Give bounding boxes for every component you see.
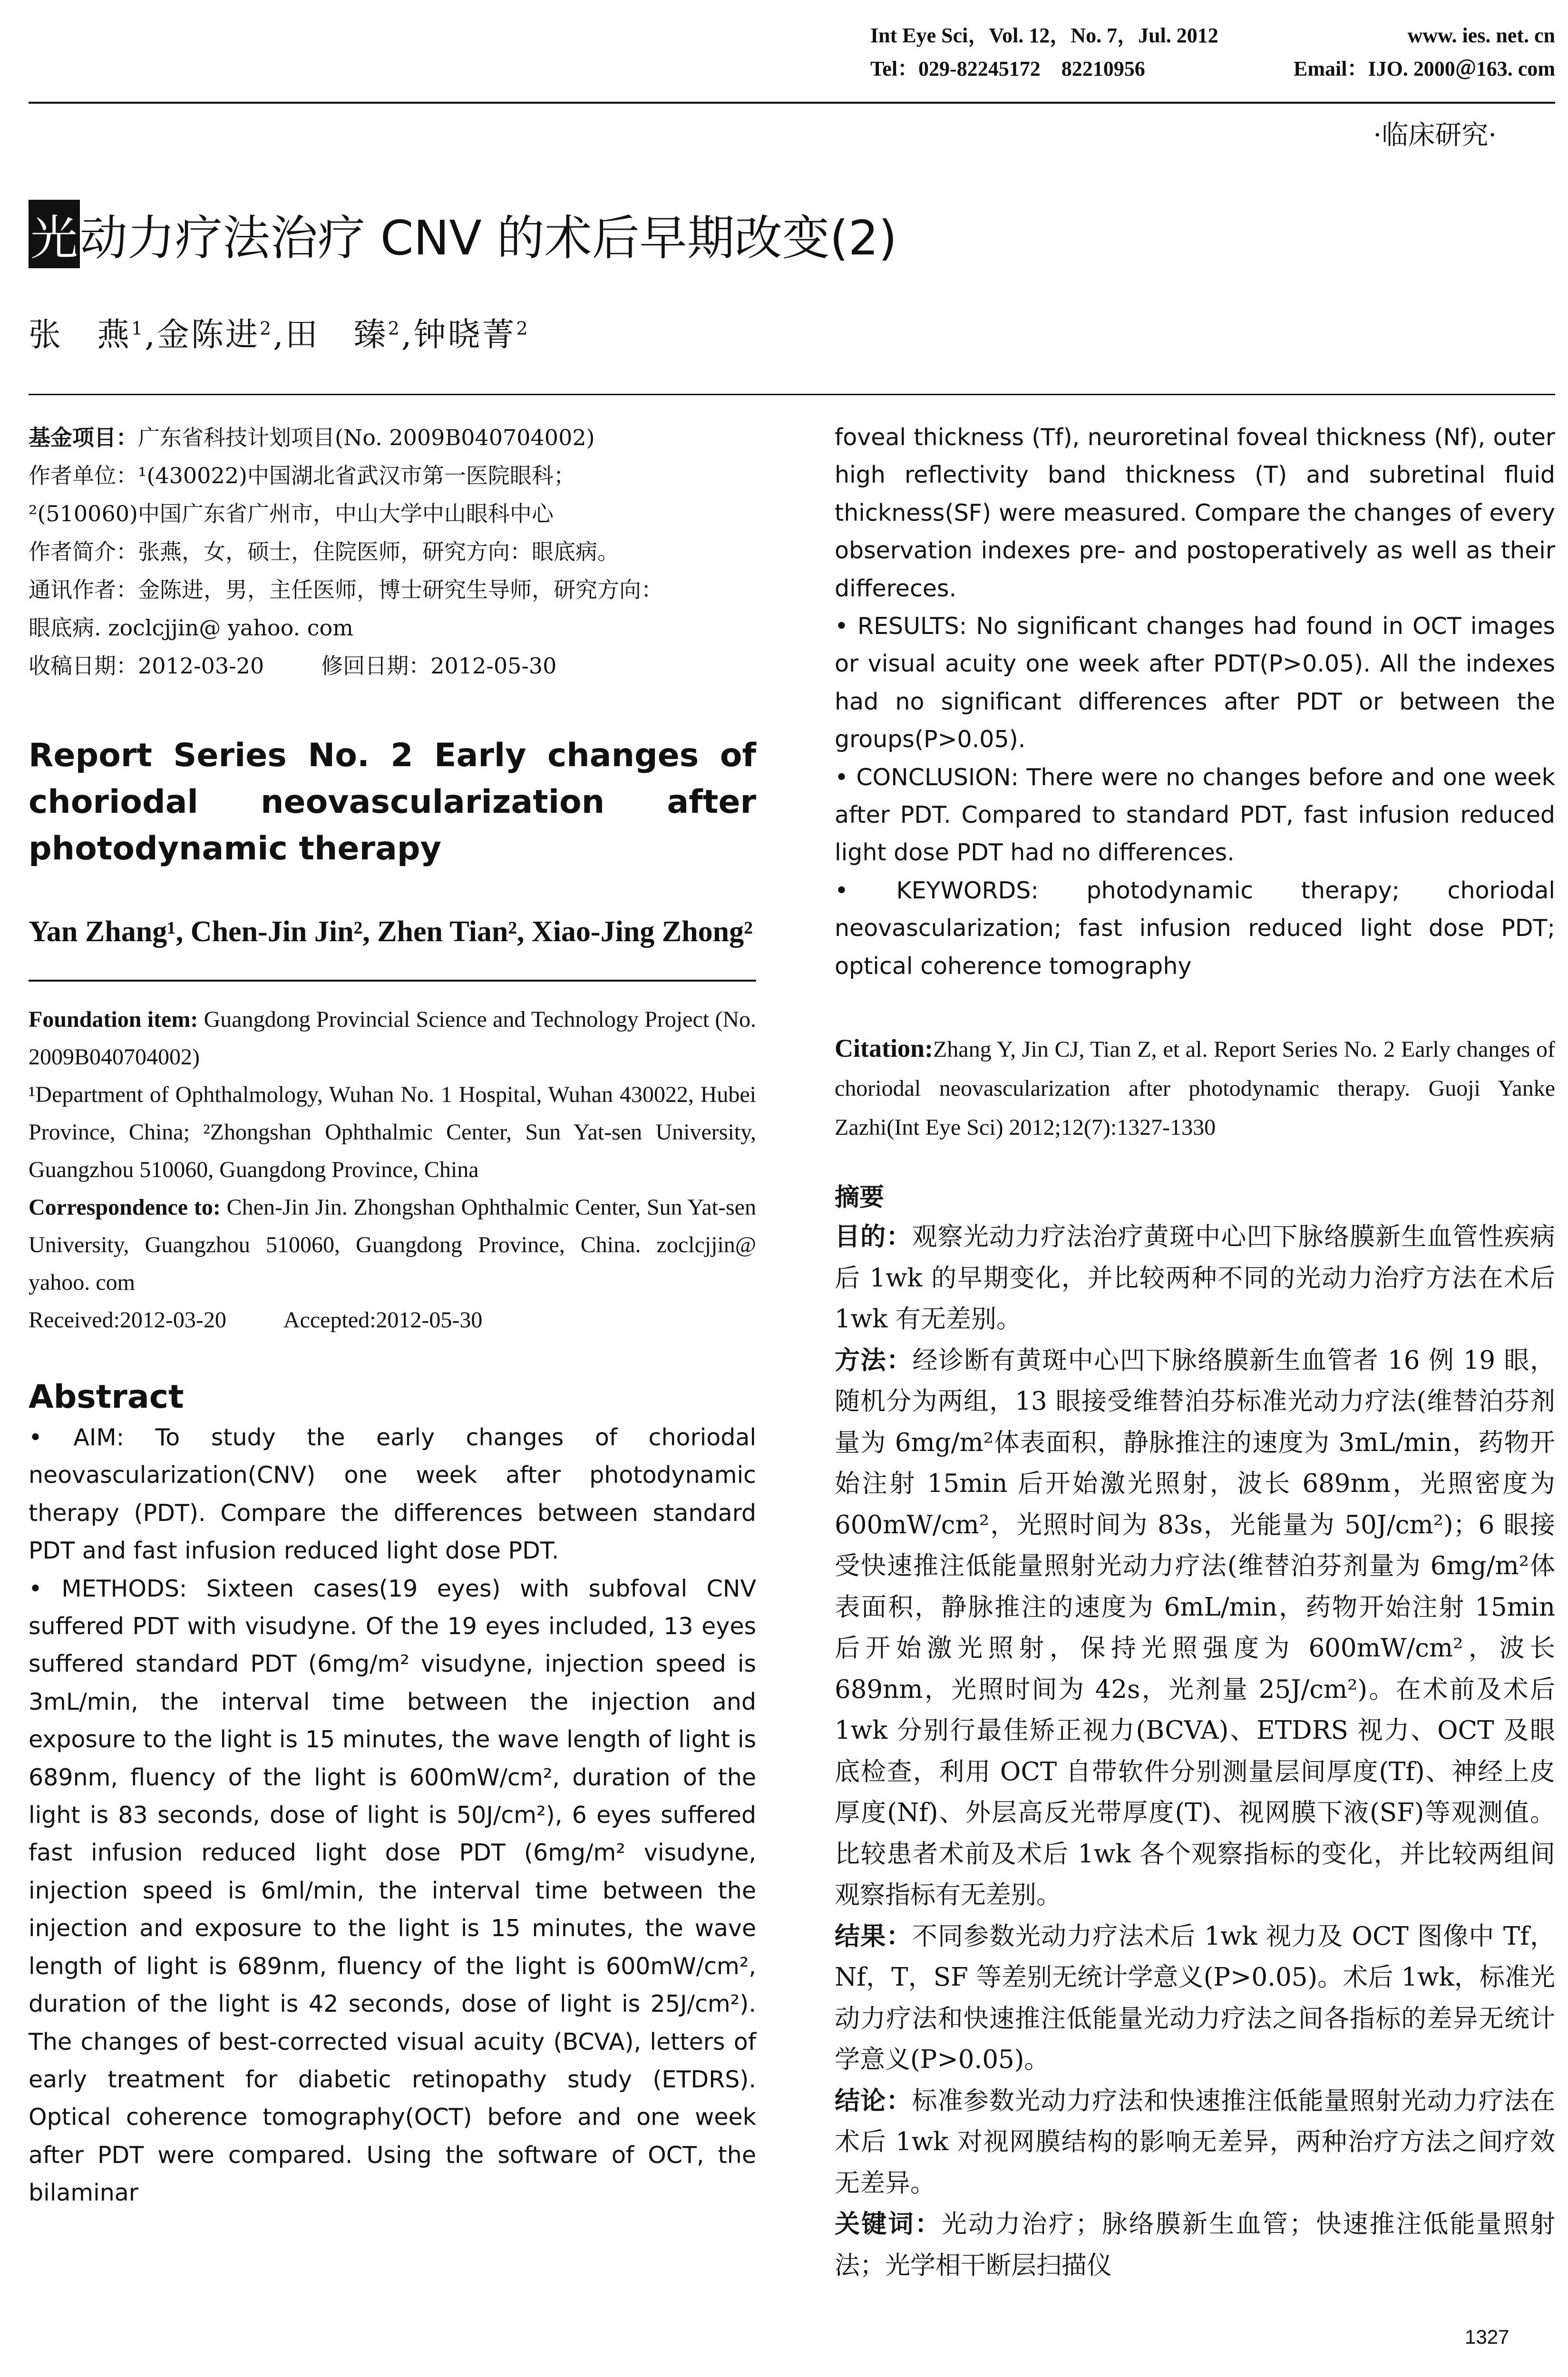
citation-text: Zhang Y, Jin CJ, Tian Z, et al. Report Series No. 2 Early changes of choriodal neovascularization after photodynamic therapy. Guoji Yanke Zazhi(Int Eye Sci) 2012;12(7):1327-1330 <box>835 1037 1555 1140</box>
section-tag: ·临床研究· <box>1373 120 1497 151</box>
accepted-en: Accepted:2012-05-30 <box>283 1307 483 1333</box>
abstract-results: • RESULTS: No significant changes had found in OCT images or visual acuity one week after PDT(P>0.05). All the indexes had no significant differences after PDT or between the groups(P>0.05). <box>835 613 1555 753</box>
cn-methods-text: 经诊断有黄斑中心凹下脉络膜新生血管者 16 例 19 眼，随机分为两组，13 眼接受维替泊芬标准光动力疗法(维替泊芬剂量为 6mg/m²体表面积，静脉推注的速度为 3mL/min，药物开始注射 15min 后开始激光照射，波长 689nm，光照密度为 600mW/cm²，光照时间为 83s，光能量为 50J/cm²)；6 眼接受快速推注低能量照射光动力疗法(维替泊芬剂量为 6mg/m²体表面积，静脉推注的速度为 6mL/min，药物开始注射 15min 后开始激光照射，保持光照强度为 600mW/cm²，波长 689nm，光照时间为 42s，光剂量 25J/cm²)。在术前及术后 1wk 分别行最佳矫正视力(BCVA)、ETDRS 视力、OCT 及眼底检查，利用 OCT 自带软件分别测量层间厚度(Tf)、神经上皮厚度(Nf)、外层高反光带厚度(T)、视网膜下液(SF)等观测值。比较患者术前及术后 1wk 各个观察指标的变化，并比较两组间观察指标有无差别。 <box>835 1345 1555 1910</box>
mid-rule <box>29 980 756 982</box>
author-affiliation: 2 <box>388 318 401 339</box>
journal-email: Email：IJO. 2000＠163. com <box>1294 57 1555 80</box>
title-first-char: 光 <box>29 200 80 268</box>
journal-tel: Tel：029-82245172 82210956 <box>870 57 1145 80</box>
cn-abstract-conclusion <box>835 2081 1555 2204</box>
journal-info: Int Eye Sci，Vol. 12，No. 7，Jul. 2012 <box>870 24 1218 47</box>
english-authors: Yan Zhang¹, Chen-Jin Jin², Zhen Tian², Xiao-Jing Zhong² <box>29 916 753 948</box>
corr-line-2: 眼底病. zoclcjjin@ yahoo. com <box>29 615 353 641</box>
title-rule <box>29 394 1555 395</box>
cn-abstract-heading: 摘要 <box>835 1183 885 1212</box>
abstract-aim: • AIM: To study the early changes of choriodal neovascularization(CNV) one week after photodynamic therapy (PDT). Compare the differences between standard PDT and fast infusion reduced light dose PDT. <box>29 1424 756 1565</box>
author-name: 田 臻 <box>285 316 388 354</box>
received-cn: 收稿日期：2012-03-20 <box>29 653 264 679</box>
author-affiliation: 2 <box>516 318 530 339</box>
author-bio: 作者简介：张燕，女，硕士，住院医师，研究方向：眼底病。 <box>29 539 619 565</box>
affiliations: ¹Department of Ophthalmology, Wuhan No. 1 Hospital, Wuhan 430022, Hubei Province, China; ²Zhongshan Ophthalmic Center, Sun Yat-sen University, Guangzhou 510060, Guangdong Province, China <box>29 1082 756 1182</box>
author-affiliation: 2 <box>259 318 273 339</box>
cn-abstract-results <box>835 1916 1555 2081</box>
unit-line-2: ²(510060)中国广东省广州市，中山大学中山眼科中心 <box>29 501 554 526</box>
abstract-methods-cont: foveal thickness (Tf), neuroretinal foveal thickness (Nf), outer high reflectivity band thickness (T) and subretinal fluid thickness(SF) were measured. Compare the changes of every observation indexes pre- and postoperatively as well as their differeces. <box>835 424 1555 602</box>
cn-results-text: 不同参数光动力疗法术后 1wk 视力及 OCT 图像中 Tf，Nf，T，SF 等差别无统计学意义(P>0.05)。术后 1wk，标准光动力疗法和快速推注低能量光动力疗法之间各指标的差异无统计学意义(P>0.05)。 <box>835 1921 1556 2075</box>
title-rest: 动力疗法治疗 CNV 的术后早期改变(2) <box>80 210 897 266</box>
cn-methods-label: 方法： <box>835 1345 913 1375</box>
fund-line <box>29 419 756 457</box>
author-name: 张 燕 <box>29 316 132 354</box>
correspondence-label: Correspondence to: <box>29 1195 221 1220</box>
foundation-text: Guangdong Provincial Science and Technology Project (No. 2009B040704002) <box>29 1007 756 1070</box>
cn-aim-text: 观察光动力疗法治疗黄斑中心凹下脉络膜新生血管性疾病后 1wk 的早期变化，并比较两种不同的光动力治疗方法在术后 1wk 有无差别。 <box>835 1222 1556 1334</box>
fund-text: 广东省科技计划项目(No. 2009B040704002) <box>138 425 595 450</box>
abstract-methods: • METHODS: Sixteen cases(19 eyes) with subfoval CNV suffered PDT with visudyne. Of the 19 eyes included, 13 eyes suffered standard PDT (6mg/m² visudyne, injection speed is 3mL/min, the interval time between the injection and exposure to the light is 15 minutes, the wave length of light is 689nm, fluency of the light is 600mW/cm², duration of the light is 83 seconds, dose of light is 50J/cm²), 6 eyes suffered fast infusion reduced light dose PDT (6mg/m² visudyne, injection speed is 6ml/min, the interval time between the injection and exposure to the light is 15 minutes, the wave length of light is 689nm, fluency of the light is 600mW/cm², duration of the light is 42 seconds, dose of light is 25J/cm²). The changes of best-corrected visual acuity (BCVA), letters of early treatment for diabetic retinopathy study (ETDRS). Optical coherence tomography(OCT) before and one week after PDT were compared. Using the software of OCT, the bilaminar <box>29 1575 756 2207</box>
journal-header <box>870 19 1555 86</box>
cn-conclusion-label: 结论： <box>835 2086 912 2115</box>
fund-label: 基金项目： <box>29 425 138 450</box>
cn-aim-label: 目的： <box>835 1222 912 1252</box>
dates-cn <box>29 647 756 685</box>
cn-conclusion-text: 标准参数光动力疗法和快速推注低能量照射光动力疗法在术后 1wk 对视网膜结构的影响无差异，两种治疗方法之间疗效无差异。 <box>835 2086 1556 2198</box>
foundation-label: Foundation item: <box>29 1007 198 1032</box>
correspondence <box>29 1188 756 1301</box>
english-title: Report Series No. 2 Early changes of choriodal neovascularization after photodynamic therapy <box>29 737 756 867</box>
author-affiliation: 1 <box>131 318 145 339</box>
abstract-heading: Abstract <box>29 1378 184 1416</box>
author-name: 钟晓菁 <box>413 316 516 354</box>
cn-results-label: 结果： <box>835 1921 912 1951</box>
dates-en <box>29 1301 756 1339</box>
abstract-keywords: • KEYWORDS: photodynamic therapy; choriodal neovascularization; fast infusion reduced light dose PDT; optical coherence tomography <box>835 877 1555 980</box>
page-number: 1327 <box>1465 2326 1510 2348</box>
citation-label: Citation: <box>835 1034 933 1063</box>
left-column <box>29 419 756 2212</box>
cn-abstract-keywords <box>835 2204 1555 2286</box>
header-rule <box>29 102 1555 104</box>
unit-line-1: 作者单位：¹(430022)中国湖北省武汉市第一医院眼科； <box>29 463 575 488</box>
revised-cn: 修回日期：2012-05-30 <box>321 653 557 679</box>
cn-abstract-methods <box>835 1340 1555 1916</box>
foundation-item <box>29 1001 756 1076</box>
authors-cn: 张 燕$^1$,金陈进$^2$,田 臻$^2$,钟晓菁$^2$ <box>29 316 530 354</box>
paper-title <box>29 200 1527 268</box>
correspondence-text: Chen-Jin Jin. Zhongshan Ophthalmic Center, Sun Yat-sen University, Guangzhou 510060, Guangdong Province, China. zoclcjjin@ yahoo. com <box>29 1195 756 1295</box>
right-column <box>835 419 1555 2286</box>
corr-line-1: 通讯作者：金陈进，男，主任医师，博士研究生导师，研究方向： <box>29 577 663 603</box>
cn-abstract-aim <box>835 1217 1555 1340</box>
journal-website: www. ies. net. cn <box>1407 24 1555 47</box>
citation <box>835 1029 1555 1147</box>
cn-keywords-text: 光动力治疗；脉络膜新生血管；快速推注低能量照射法；光学相干断层扫描仪 <box>835 2210 1556 2280</box>
abstract-conclusion: • CONCLUSION: There were no changes before and one week after PDT. Compared to standard PDT, fast infusion reduced light dose PDT had no differences. <box>835 763 1555 867</box>
received-en: Received:2012-03-20 <box>29 1307 226 1333</box>
author-name: 金陈进 <box>156 316 260 354</box>
cn-keywords-label: 关键词： <box>835 2210 942 2239</box>
